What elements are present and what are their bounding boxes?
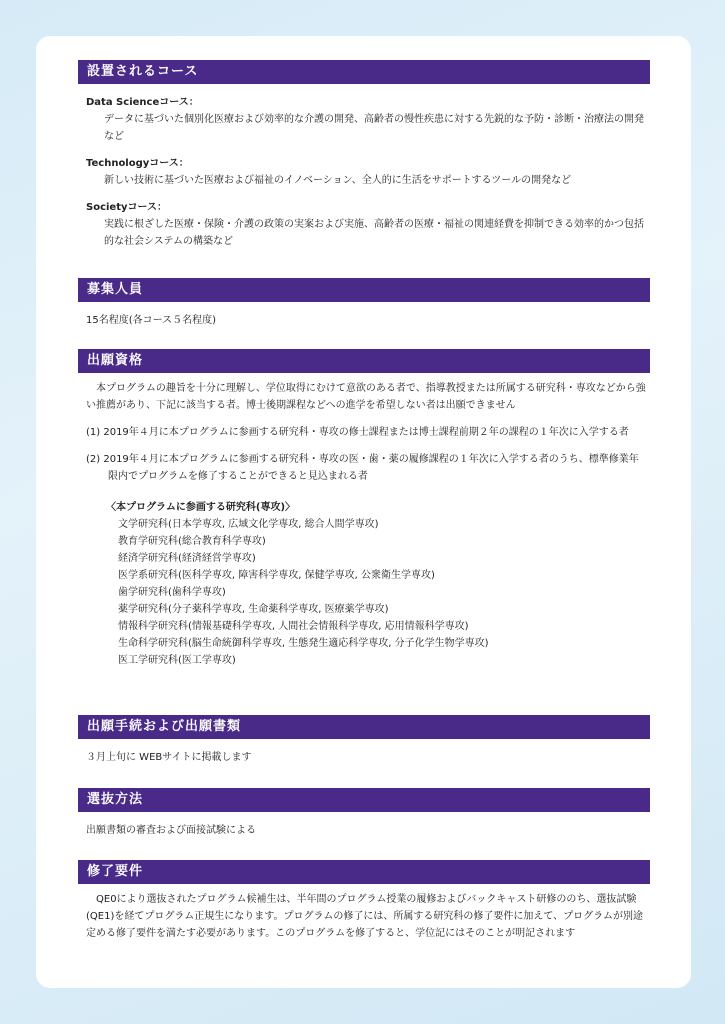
course-2-title: Technologyコース： [86,158,189,169]
grad-item: 薬学研究科(分子薬科学専攻, 生命薬科学専攻, 医療薬学専攻) [118,604,389,615]
qualification-heading: 出願資格 [78,349,650,373]
qualification-intro: 本プログラムの趣旨を十分に理解し、学位取得にむけて意欲のある者で、指導教授または所属する研究科・専攻などから強い推薦があり、下記に該当する者。博士後期課程などへの進学を希望しない者は出願できません [86,383,646,411]
page-card [36,36,691,988]
recruit-section [78,278,650,329]
selection-section [78,788,650,839]
recruit-heading: 募集人員 [78,278,650,302]
participating-grads-heading: 〈本プログラムに参画する研究科(専攻)〉 [106,502,296,513]
selection-text: 出願書類の審査および面接試験による [86,825,256,836]
completion-text: QE0により選抜されたプログラム候補生は、半年間のプログラム授業の履修およびバックキャスト研修ののち、選抜試験(QE1)を経てプログラム正規生になります。プログラムの修了には、所属する研究科の修了要件に加えて、プログラムが別途定める修了要件を満たす必要があります。このプログラムを修了すると、学位記にはそのことが明記されます [86,894,644,939]
completion-heading: 修了要件 [78,860,650,884]
participating-grads-list [78,516,650,669]
grad-item: 生命科学研究科(脳生命統御科学専攻, 生態発生適応科学専攻, 分子化学生物学専攻) [118,638,489,649]
grad-item: 医学系研究科(医科学専攻, 障害科学専攻, 保健学専攻, 公衆衛生学専攻) [118,570,435,581]
grad-item: 教育学研究科(総合教育科学専攻) [118,536,266,547]
qualification-item-2: (2) 2019年４月に本プログラムに参画する研究科・専攻の医・歯・薬の履修課程の１年次に入学する者のうち、標準修業年限内でプログラムを修了することができると見込まれる者 [86,454,639,482]
grad-item: 経済学研究科(経済経営学専攻) [118,553,256,564]
grad-item: 歯学研究科(歯科学専攻) [118,587,226,598]
completion-section [78,860,650,942]
courses-section [78,60,650,250]
grad-item: 文学研究科(日本学専攻, 広域文化学専攻, 総合人間学専攻) [118,519,379,530]
course-3-title: Societyコース： [86,202,168,213]
procedure-section [78,715,650,766]
selection-heading: 選抜方法 [78,788,650,812]
qualification-section [78,349,650,669]
recruit-text: 15名程度(各コース５名程度) [86,315,217,326]
course-3-desc: 実践に根ざした医療・保険・介護の政策の実案および実施、高齢者の医療・福祉の関連経費を抑制できる効率的かつ包括的な社会システムの構築など [104,219,644,247]
course-1-title: Data Scienceコース： [86,97,199,108]
procedure-text: ３月上旬に WEBサイトに掲載します [86,752,252,763]
courses-heading: 設置されるコース [78,60,650,84]
qualification-item-1: (1) 2019年４月に本プログラムに参画する研究科・専攻の修士課程または博士課程前期２年の課程の１年次に入学する者 [86,427,629,438]
course-2-desc: 新しい技術に基づいた医療および福祉のイノベーション、全人的に生活をサポートするツールの開発など [104,175,572,186]
grad-item: 情報科学研究科(情報基礎科学専攻, 人間社会情報科学専攻, 応用情報科学専攻) [118,621,469,632]
procedure-heading: 出願手続および出願書類 [78,715,650,739]
course-1-desc: データに基づいた個別化医療および効率的な介護の開発、高齢者の慢性疾患に対する先鋭的な予防・診断・治療法の開発など [104,114,644,142]
grad-item: 医工学研究科(医工学専攻) [118,655,236,666]
